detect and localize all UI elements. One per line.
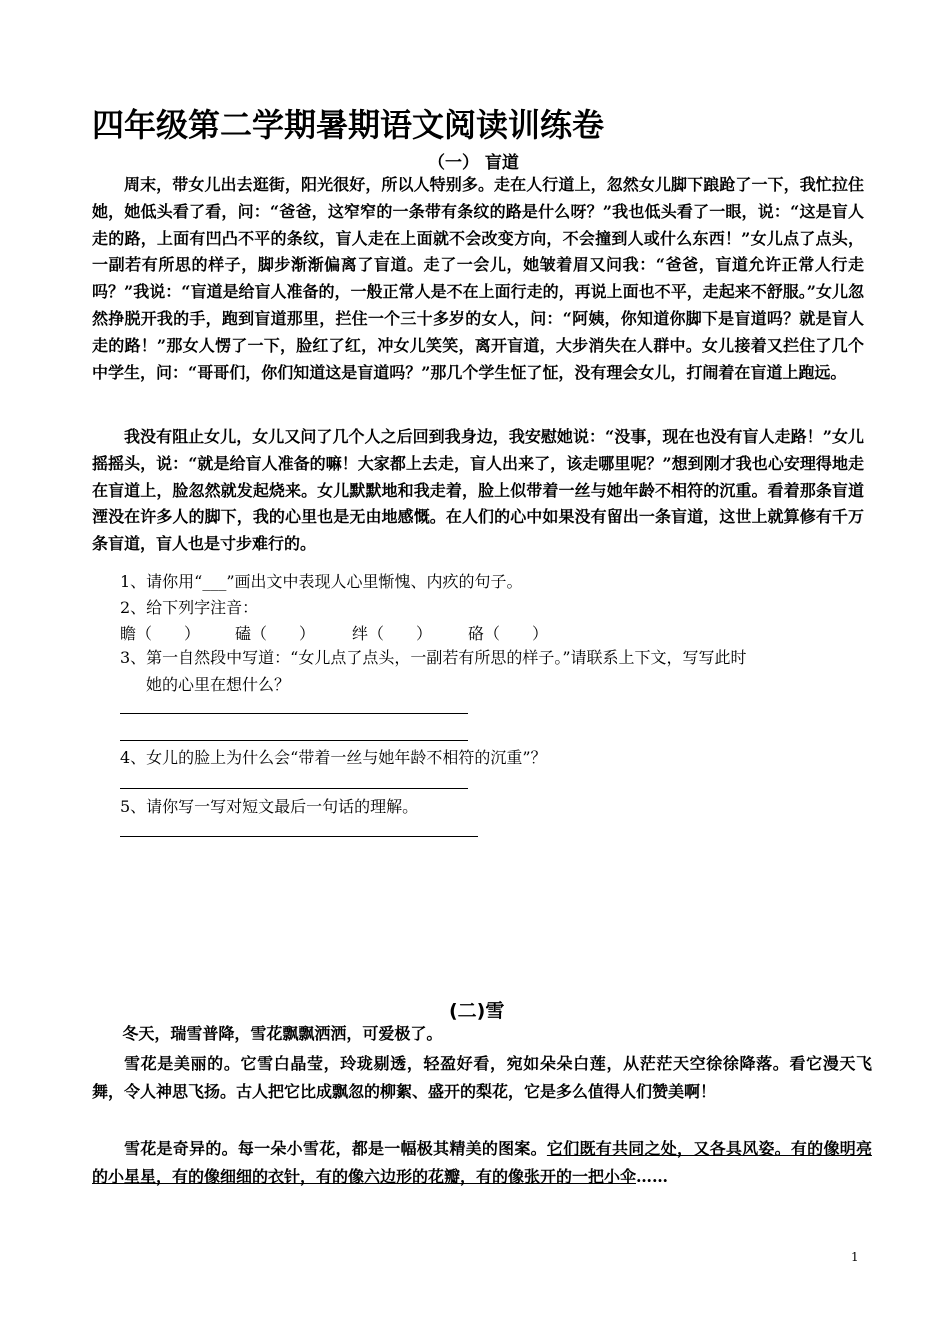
pinyin-item: 瞻（ ） <box>120 624 201 643</box>
section1-paragraph-1: 周末，带女儿出去逛街，阳光很好，所以人特别多。走在人行道上，忽然女儿脚下踉跄了一下，我忙拉住她，她低头看了看，问：“爸爸，这窄窄的一条带有条纹的路是什么呀？”我也低头看了一眼，说：“这是盲人走的路，上面有凹凸不平的条纹，盲人走在上面就不会改变方向，不会撞到人或什么东西！”女儿点了点头，一副若有所思的样子，脚步渐渐偏离了盲道。走了一会儿，她皱着眉又问我：“爸爸，盲道允许正常人行走吗？”我说：“盲道是给盲人准备的，一般正常人是不在上面行走的，再说上面也不平，走起来不舒服。”女儿忽然挣脱开我的手，跑到盲道那里，拦住一个三十多岁的女人，问：“阿姨，你知道你脚下是盲道吗？就是盲人走的路！”那女人愣了一下，脸红了红，冲女儿笑笑，离开盲道，大步消失在人群中。女儿接着又拦住了几个中学生，问：“哥哥们，你们知道这是盲道吗？”那几个学生怔了怔，没有理会女儿，打闹着在盲道上跑远。 <box>92 175 864 382</box>
section2-heading: (二)雪 <box>449 1000 505 1022</box>
question-3-continued: 她的心里在想什么？ <box>146 675 291 694</box>
question-4: 4、女儿的脸上为什么会“带着一丝与她年龄不相符的沉重”？ <box>120 748 547 767</box>
underlined-sentence: 它们既有共同之处，又各具风姿。有的像明亮的小星星，有的像细细的衣针，有的像六边形的花瓣，有的像张开的一把小伞 <box>92 1139 872 1186</box>
question-1: 1、请你用“___”画出文中表现人心里惭愧、内疚的句子。 <box>120 572 523 591</box>
section1-paragraph-2: 我没有阻止女儿，女儿又问了几个人之后回到我身边，我安慰她说：“没事，现在也没有盲人走路！”女儿摇摇头，说：“就是给盲人准备的嘛！大家都上去走，盲人出来了，该走哪里呢？”想到刚才我也心安理得地走在盲道上，脸忽然就发起烧来。女儿默默地和我走着，脸上似带着一丝与她年龄不相符的沉重。看着那条盲道湮没在许多人的脚下，我的心里也是无由地感慨。在人们的心中如果没有留出一条盲道，这世上就算修有千万条盲道，盲人也是寸步难行的。 <box>92 427 864 554</box>
section2-paragraph-3 <box>92 1135 872 1191</box>
section2-paragraph-2: 雪花是美丽的。它雪白晶莹，玲珑剔透，轻盈好看，宛如朵朵白莲，从茫茫天空徐徐降落。看它漫天飞舞，令人神思飞扬。古人把它比成飘忽的柳絮、盛开的梨花，它是多么值得人们赞美啊！ <box>92 1054 872 1101</box>
paragraph-text: 雪花是奇异的。每一朵小雪花，都是一幅极其精美的图案。 <box>124 1139 547 1158</box>
page-title: 四年级第二学期暑期语文阅读训练卷 <box>92 106 605 144</box>
question-3: 3、第一自然段中写道：“女儿点了点头，一副若有所思的样子。”请联系上下文，写写此时 <box>120 648 747 667</box>
question-2: 2、给下列字注音： <box>120 598 259 617</box>
pinyin-item: 绊（ ） <box>352 624 433 643</box>
ellipsis: …… <box>636 1167 669 1186</box>
answer-line <box>120 788 468 789</box>
page-number: 1 <box>851 1250 859 1264</box>
answer-line <box>120 713 468 714</box>
section1-heading: （一） 盲道 <box>428 153 519 173</box>
pinyin-item: 磕（ ） <box>235 624 316 643</box>
answer-line <box>120 740 468 741</box>
answer-line <box>120 836 478 837</box>
pinyin-item: 硌（ ） <box>468 624 549 643</box>
question-5: 5、请你写一写对短文最后一句话的理解。 <box>120 797 419 816</box>
section2-paragraph-1: 冬天，瑞雪普降，雪花飘飘洒洒，可爱极了。 <box>122 1024 443 1043</box>
